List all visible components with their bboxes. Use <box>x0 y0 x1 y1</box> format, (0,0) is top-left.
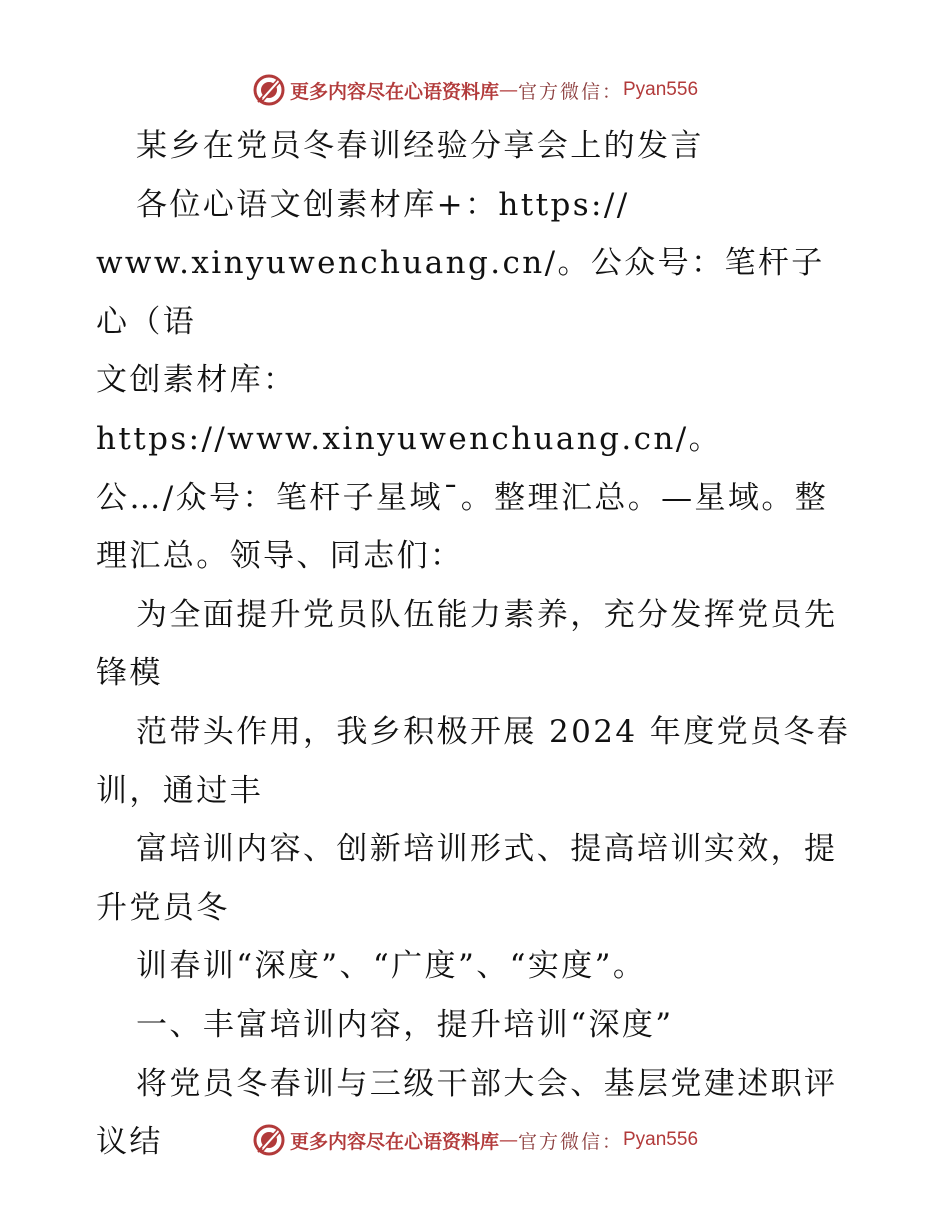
paragraph-line: 训，通过丰 <box>96 772 263 809</box>
header-wechat-id: Pyan556 <box>623 79 699 100</box>
paragraph-line: www.xinyuwenchuang.cn/。公众号：笔杆子心（语 <box>96 245 825 340</box>
paragraph-line: 议结 <box>96 1124 163 1161</box>
section-heading: 一、丰富培训内容，提升培训“深度” <box>136 1006 674 1043</box>
paragraph-line: 范带头作用，我乡积极开展 2024 年度党员冬春 <box>136 713 851 750</box>
paragraph-line: 理汇总。领导、同志们： <box>96 538 464 575</box>
paragraph-line: 升党员冬 <box>96 889 230 926</box>
header-banner <box>0 70 950 110</box>
footer-wechat-id: Pyan556 <box>623 1129 699 1150</box>
paragraph-line: 公…/众号：笔杆子星域¯。整理汇总。—星域。整 <box>96 479 829 516</box>
paragraph-line: 锋模 <box>96 655 163 692</box>
document-title: 某乡在党员冬春训经验分享会上的发言 <box>136 128 704 164</box>
paragraph-line: 富培训内容、创新培训形式、提高培训实效，提 <box>136 831 838 868</box>
footer-banner <box>0 1120 950 1160</box>
header-wechat-label: 官方微信： <box>517 80 623 103</box>
footer-wechat-label: 官方微信： <box>517 1130 623 1153</box>
quill-pen-circle-icon <box>252 73 286 107</box>
footer-brand-text: 更多内容尽在心语资料库 <box>289 1130 499 1153</box>
header-brand-text: 更多内容尽在心语资料库 <box>289 80 499 103</box>
paragraph-line: 将党员冬春训与三级干部大会、基层党建述职评 <box>136 1065 838 1102</box>
quill-pen-circle-icon <box>252 1123 286 1157</box>
paragraph-line: 各位心语文创素材库+：https:// <box>136 186 630 223</box>
document-body <box>96 117 856 1172</box>
paragraph-line: 训春训“深度”、“广度”、“实度”。 <box>136 948 647 985</box>
header-separator: — <box>498 79 518 101</box>
paragraph-line: 文创素材库：https://www.xinyuwenchuang.cn/。 <box>96 362 723 457</box>
footer-separator: — <box>498 1129 518 1151</box>
paragraph-line: 为全面提升党员队伍能力素养，充分发挥党员先 <box>136 596 838 633</box>
